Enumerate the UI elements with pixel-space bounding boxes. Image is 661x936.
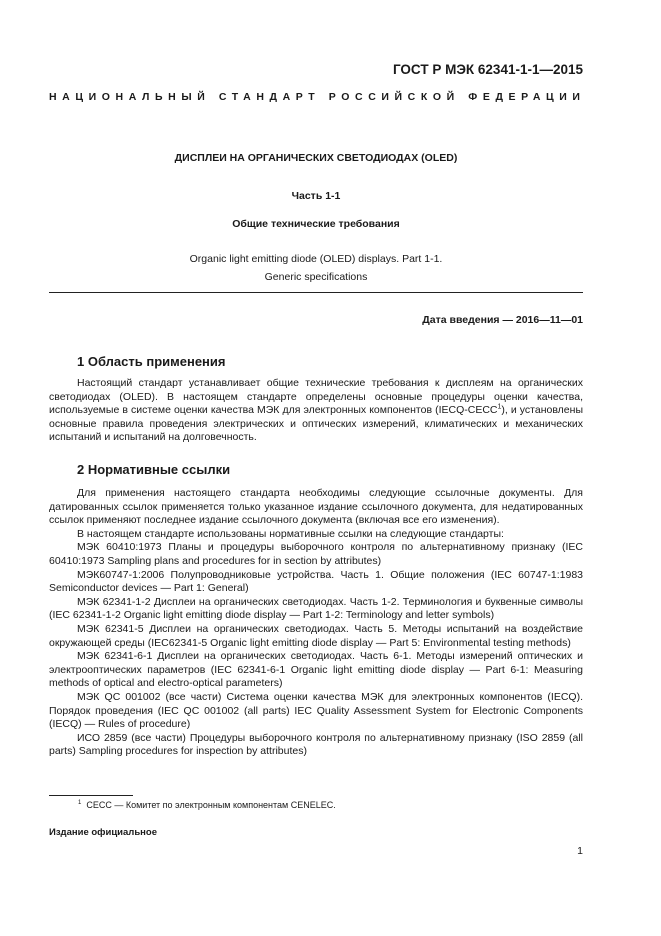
introduction-date: Дата введения — 2016—11—01 — [422, 314, 583, 326]
section-1-body — [49, 377, 583, 445]
section-2-paragraph: Для применения настоящего стандарта необходимы следующие ссылочные документы. Для датированных ссылок применяется только указанное издание ссылочного документа, для недатированных ссылок применяют последнее издание ссылочного документа (включая все его изменения). — [49, 487, 583, 527]
section-1-paragraph — [49, 377, 583, 445]
section-2-paragraph: В настоящем стандарте использованы нормативные ссылки на следующие стандарты: — [77, 527, 504, 540]
reference-item: МЭК QC 001002 (все части) Система оценки качества МЭК для электронных компонентов (IECQ). Порядок проведения (IEC QC 001002 (all parts) IEC Quality Assessment System for Electronic Components (IECQ) — Rules of procedure) — [49, 690, 583, 731]
document-part: Часть 1-1 — [291, 190, 341, 202]
national-standard-line: НАЦИОНАЛЬНЫЙ СТАНДАРТ РОССИЙСКОЙ ФЕДЕРАЦИИ — [49, 91, 586, 103]
footnote — [78, 800, 336, 810]
reference-item: МЭК 60410:1973 Планы и процедуры выборочного контроля по альтернативному признаку (IEC 60410:1973 Sampling plans and procedures for in section by attributes) — [49, 541, 583, 567]
footnote-ref: 1 — [497, 403, 502, 411]
edition-label: Издание официальное — [49, 827, 157, 838]
english-title-line-2: Generic specifications — [264, 271, 368, 283]
header-divider — [49, 292, 583, 293]
footnote-divider — [49, 795, 133, 796]
footnote-mark: 1 — [78, 800, 82, 806]
section-1-heading: 1 Область применения — [77, 354, 226, 369]
section-1-text-b: ), и установлены основные правила проведения электрических и оптических измерений, климатических и механических испытаний и испытаний на долговечность. — [49, 404, 583, 444]
section-2-body — [49, 487, 583, 759]
standard-code: ГОСТ Р МЭК 62341-1-1—2015 — [392, 62, 583, 77]
document-title: ДИСПЛЕИ НА ОРГАНИЧЕСКИХ СВЕТОДИОДАХ (OLED) — [174, 152, 458, 164]
english-title-line-1: Organic light emitting diode (OLED) displays. Part 1-1. — [189, 253, 443, 265]
footnote-text: CECC — Комитет по электронным компонентам CENELEC. — [86, 800, 336, 810]
reference-item: ИСО 2859 (все части) Процедуры выборочного контроля по альтернативному признаку (ISO 2859 (all parts) Sampling procedures for inspection by attributes) — [49, 731, 583, 758]
section-1-text-a: Настоящий стандарт устанавливает общие технические требования к дисплеям на органических светодиодах (OLED). В настоящем стандарте определены основные процедуры оценки качества, используемые в системе оценки качества МЭК для электронных компонентов (IECQ-CECC — [49, 377, 583, 417]
reference-item: МЭК 62341-6-1 Дисплеи на органических светодиодах. Часть 6-1. Методы измерений оптических и электрооптических параметров (IEC 62341-6-1 Organic light emitting diode display — Part 6-1: Measuring methods of optical and electro-optical parameters) — [49, 650, 583, 690]
reference-item: МЭК60747-1:2006 Полупроводниковые устройства. Часть 1. Общие положения (IEC 60747-1:1983 Semiconductor devices — Part 1: General) — [49, 568, 583, 595]
page-number: 1 — [577, 845, 583, 857]
reference-item: МЭК 62341-1-2 Дисплеи на органических светодиодах. Часть 1-2. Терминология и буквенные символы (IEC 62341-1-2 Organic light emitting diode display — Part 1-2: Terminology and letter symbols) — [49, 595, 583, 622]
section-2-heading: 2 Нормативные ссылки — [77, 462, 231, 477]
document-subtitle: Общие технические требования — [232, 218, 400, 230]
reference-item: МЭК 62341-5 Дисплеи на органических светодиодах. Часть 5. Методы испытаний на воздействие окружающей среды (IEC62341-5 Organic light emitting diode display — Part 5: Environmental testing methods) — [49, 622, 583, 649]
